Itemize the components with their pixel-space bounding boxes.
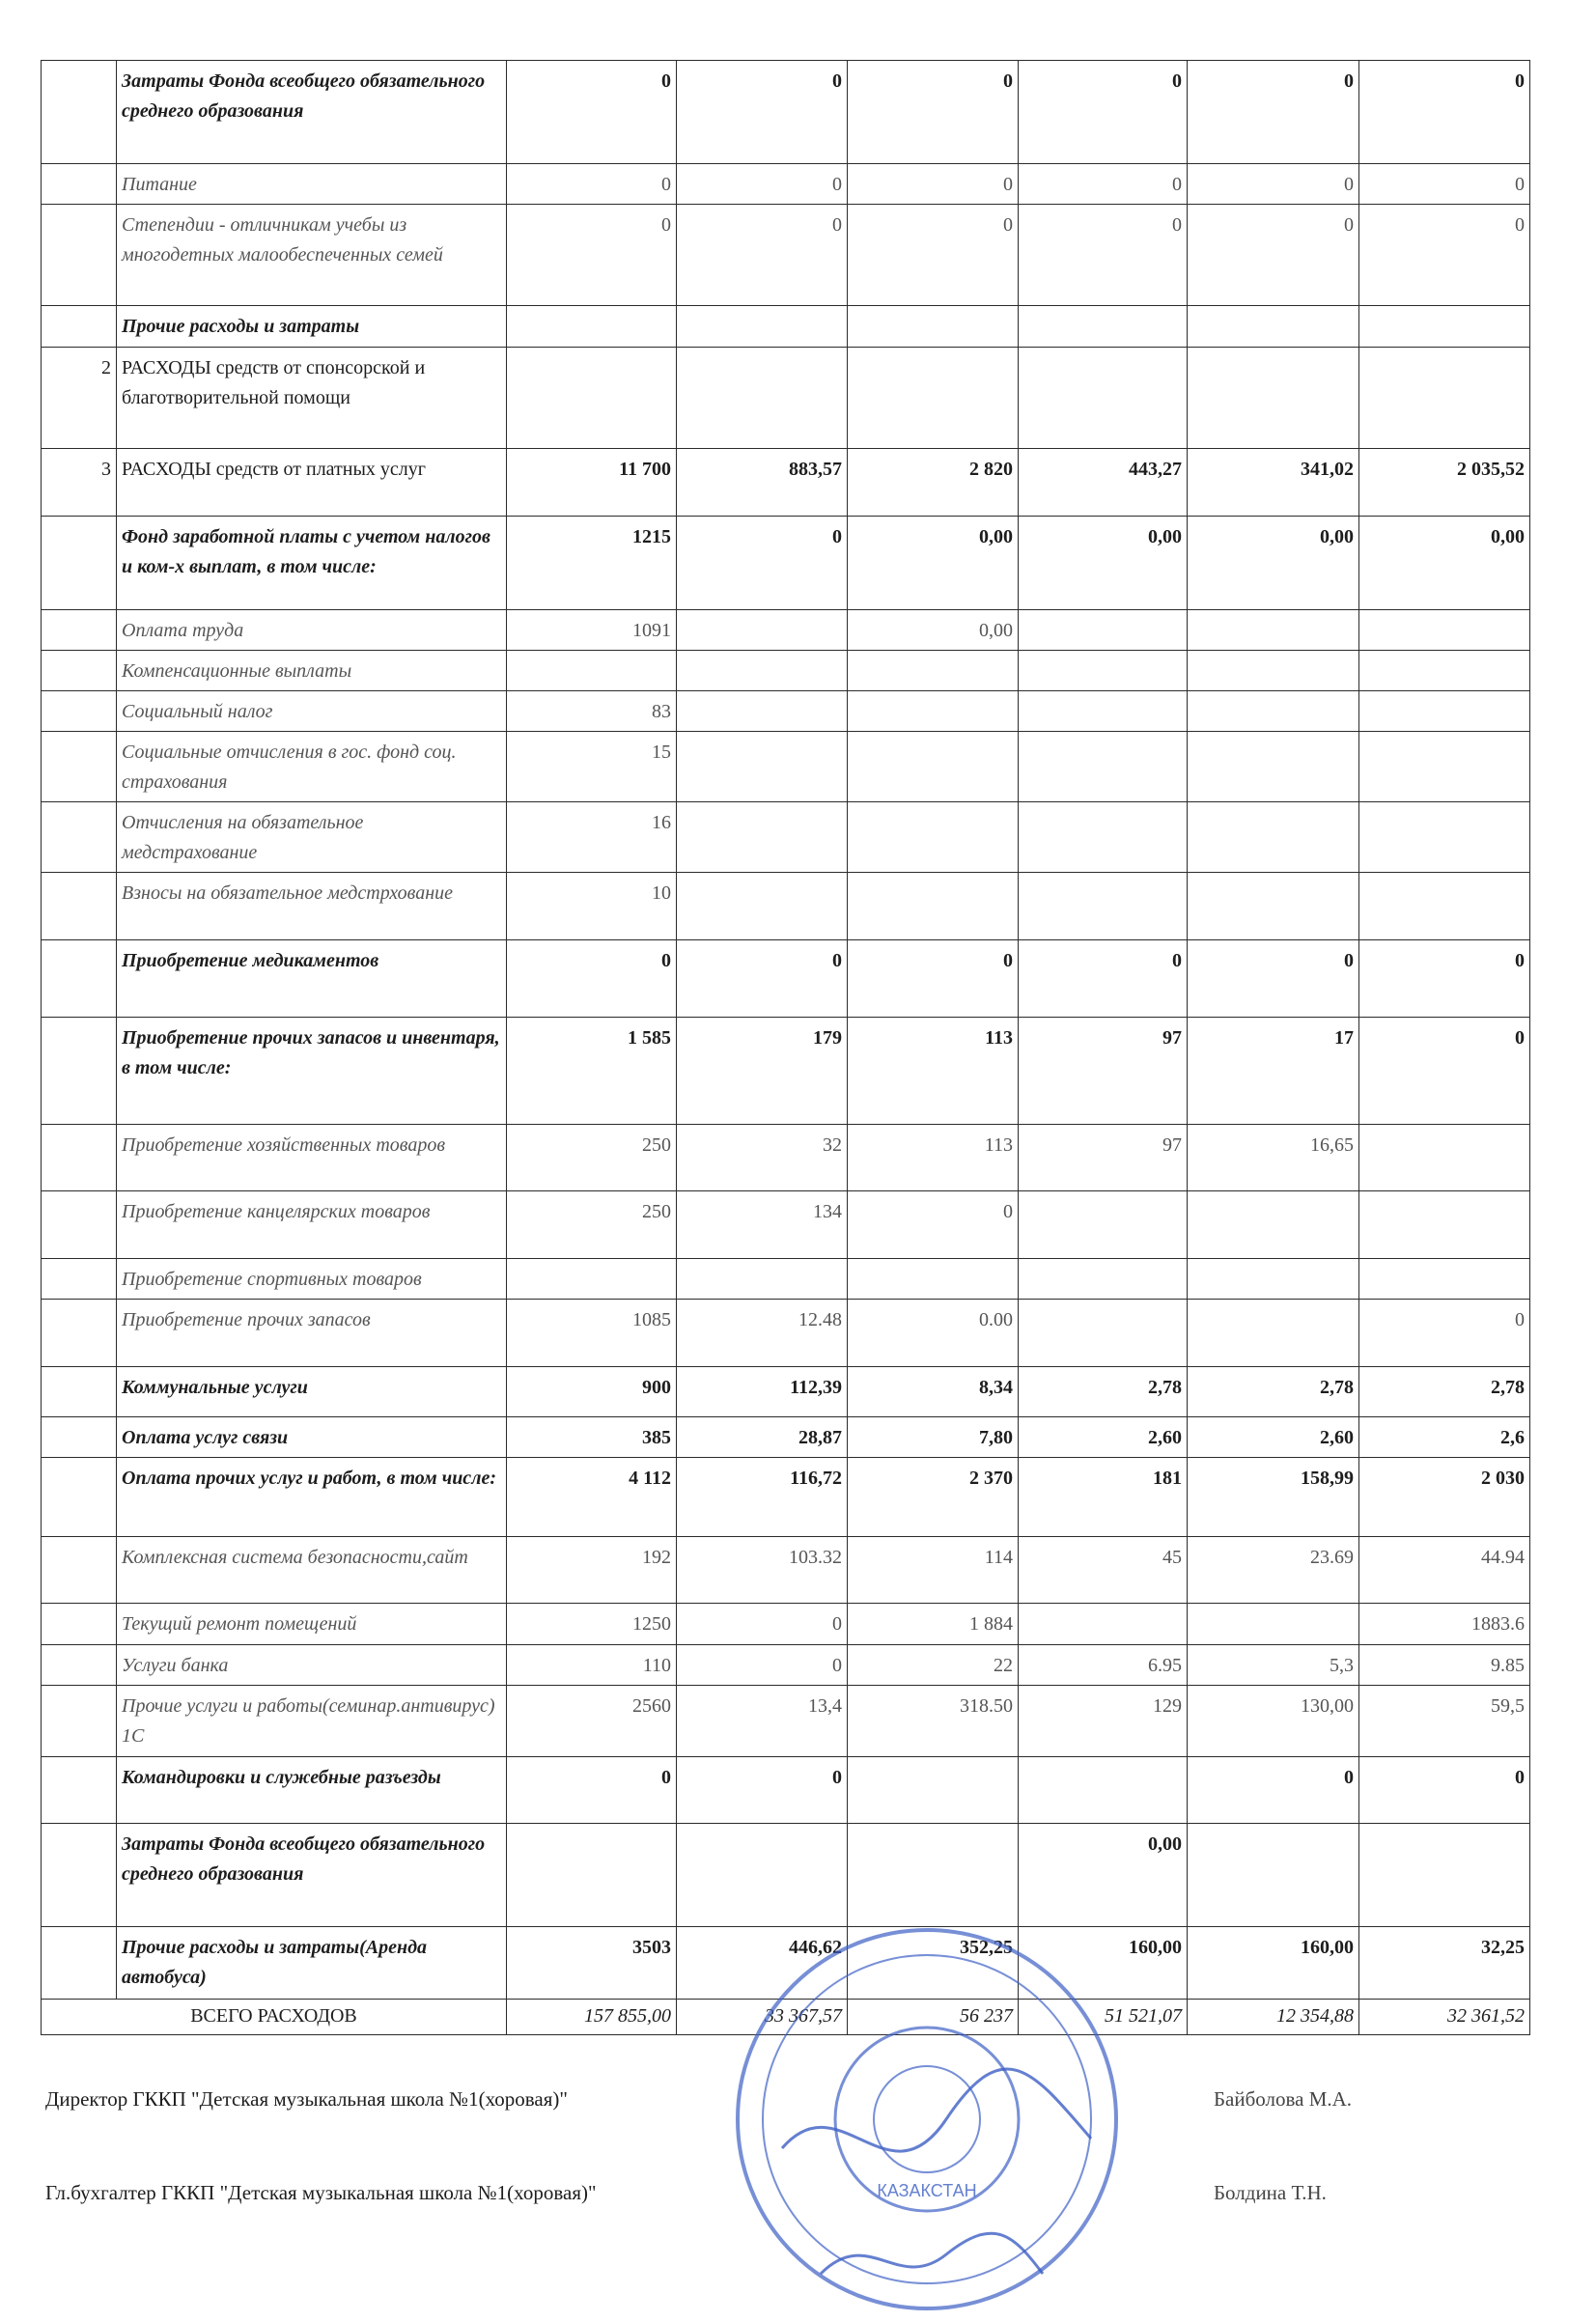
row-value <box>677 1259 848 1300</box>
row-value <box>1019 873 1188 940</box>
row-value: 1250 <box>507 1604 677 1645</box>
row-value <box>848 1757 1019 1824</box>
row-value <box>1359 873 1530 940</box>
row-value: 3503 <box>507 1927 677 2000</box>
row-value: 9.85 <box>1359 1645 1530 1686</box>
row-value <box>1359 610 1530 651</box>
row-index <box>42 1191 117 1259</box>
row-value: 16 <box>507 802 677 873</box>
row-value: 0 <box>1019 940 1188 1018</box>
row-name: РАСХОДЫ средств от платных услуг <box>117 449 507 517</box>
row-value <box>677 873 848 940</box>
table-row <box>42 1191 1530 1259</box>
row-name: Текущий ремонт помещений <box>117 1604 507 1645</box>
row-name: Приобретение прочих запасов и инвентаря, в том числе: <box>117 1018 507 1125</box>
row-index <box>42 1604 117 1645</box>
table-row <box>42 873 1530 940</box>
row-value: 83 <box>507 691 677 732</box>
row-name: Отчисления на обязательное медстрахование <box>117 802 507 873</box>
row-index <box>42 940 117 1018</box>
row-value <box>1019 610 1188 651</box>
row-value: 0 <box>507 61 677 164</box>
row-value: 446,62 <box>677 1927 848 2000</box>
row-value: 341,02 <box>1188 449 1359 517</box>
row-value: 116,72 <box>677 1458 848 1537</box>
row-value: 158,99 <box>1188 1458 1359 1537</box>
row-value <box>848 1259 1019 1300</box>
row-value <box>1359 802 1530 873</box>
total-label: ВСЕГО РАСХОДОВ <box>42 2000 507 2035</box>
row-value: 0 <box>1188 205 1359 306</box>
table-row <box>42 1300 1530 1367</box>
row-value: 0 <box>507 205 677 306</box>
row-name: Социальный налог <box>117 691 507 732</box>
table-row <box>42 205 1530 306</box>
row-value <box>677 610 848 651</box>
row-value <box>1188 802 1359 873</box>
row-name: Услуги банка <box>117 1645 507 1686</box>
row-value: 28,87 <box>677 1417 848 1458</box>
stamp-text: КАЗАКСТАН <box>877 2181 977 2200</box>
row-value: 0 <box>848 164 1019 205</box>
row-value <box>1188 1259 1359 1300</box>
row-index <box>42 306 117 348</box>
row-value: 32 <box>677 1125 848 1191</box>
total-value: 51 521,07 <box>1019 2000 1188 2035</box>
row-value <box>1019 802 1188 873</box>
row-value: 12.48 <box>677 1300 848 1367</box>
row-value: 59,5 <box>1359 1686 1530 1757</box>
row-value <box>1188 1604 1359 1645</box>
row-name: Приобретение спортивных товаров <box>117 1259 507 1300</box>
table-row <box>42 610 1530 651</box>
row-value: 2 370 <box>848 1458 1019 1537</box>
row-value: 129 <box>1019 1686 1188 1757</box>
row-value: 8,34 <box>848 1367 1019 1417</box>
row-value: 0 <box>1188 164 1359 205</box>
row-value <box>1019 1259 1188 1300</box>
row-value: 97 <box>1019 1125 1188 1191</box>
row-value <box>848 691 1019 732</box>
row-value: 900 <box>507 1367 677 1417</box>
row-value <box>507 651 677 691</box>
row-value <box>1019 651 1188 691</box>
row-value <box>1019 1604 1188 1645</box>
row-value <box>1188 1824 1359 1927</box>
row-index <box>42 732 117 802</box>
row-value: 0 <box>1359 1300 1530 1367</box>
row-value: 17 <box>1188 1018 1359 1125</box>
row-value <box>1019 732 1188 802</box>
row-value: 2,60 <box>1019 1417 1188 1458</box>
row-value: 16,65 <box>1188 1125 1359 1191</box>
row-value <box>1188 651 1359 691</box>
row-value <box>1188 732 1359 802</box>
row-value <box>677 651 848 691</box>
row-value: 192 <box>507 1537 677 1604</box>
table-row <box>42 802 1530 873</box>
row-value: 11 700 <box>507 449 677 517</box>
row-value <box>1359 306 1530 348</box>
row-value: 160,00 <box>1188 1927 1359 2000</box>
row-name: Оплата услуг связи <box>117 1417 507 1458</box>
row-value: 0 <box>677 205 848 306</box>
row-name: Коммунальные услуги <box>117 1367 507 1417</box>
row-value <box>507 1259 677 1300</box>
row-value: 443,27 <box>1019 449 1188 517</box>
row-value: 0.00 <box>848 1300 1019 1367</box>
row-name: Прочие услуги и работы(семинар.антивирус) 1С <box>117 1686 507 1757</box>
row-index <box>42 1757 117 1824</box>
row-name: Фонд заработной платы с учетом налогов и ком-х выплат, в том числе: <box>117 517 507 610</box>
row-name: Затраты Фонда всеобщего обязательного среднего образования <box>117 61 507 164</box>
row-value: 1215 <box>507 517 677 610</box>
row-value <box>848 651 1019 691</box>
row-index <box>42 1686 117 1757</box>
row-index <box>42 1259 117 1300</box>
row-value: 45 <box>1019 1537 1188 1604</box>
row-value: 0 <box>507 164 677 205</box>
row-value <box>507 306 677 348</box>
total-value: 33 367,57 <box>677 2000 848 2035</box>
row-value <box>1188 873 1359 940</box>
row-name: Степендии - отличникам учебы из многодетных малообеспеченных семей <box>117 205 507 306</box>
row-value: 97 <box>1019 1018 1188 1125</box>
table-row <box>42 1645 1530 1686</box>
row-name: Прочие расходы и затраты(Аренда автобуса) <box>117 1927 507 2000</box>
row-value <box>1359 651 1530 691</box>
row-value: 0 <box>1188 940 1359 1018</box>
row-value: 4 112 <box>507 1458 677 1537</box>
table-row <box>42 1018 1530 1125</box>
row-name: Оплата труда <box>117 610 507 651</box>
row-value <box>1188 348 1359 449</box>
row-value <box>1188 1191 1359 1259</box>
row-value: 0 <box>1359 1757 1530 1824</box>
table-row <box>42 61 1530 164</box>
row-value: 0,00 <box>848 517 1019 610</box>
row-value: 0 <box>1188 1757 1359 1824</box>
row-value: 0 <box>677 1757 848 1824</box>
row-value: 0 <box>1359 61 1530 164</box>
row-value: 2,78 <box>1359 1367 1530 1417</box>
row-value: 0 <box>677 940 848 1018</box>
row-value: 0 <box>677 1645 848 1686</box>
table-row <box>42 1824 1530 1927</box>
row-name: Оплата прочих услуг и работ, в том числе: <box>117 1458 507 1537</box>
table-row <box>42 1458 1530 1537</box>
row-index: 3 <box>42 449 117 517</box>
row-value: 0 <box>507 1757 677 1824</box>
row-value <box>1359 1125 1530 1191</box>
row-name: Приобретение медикаментов <box>117 940 507 1018</box>
row-value: 0 <box>1359 205 1530 306</box>
row-index <box>42 873 117 940</box>
row-value: 2,60 <box>1188 1417 1359 1458</box>
row-value <box>1019 691 1188 732</box>
row-value: 160,00 <box>1019 1927 1188 2000</box>
row-value: 0 <box>677 1604 848 1645</box>
row-name: Приобретение хозяйственных товаров <box>117 1125 507 1191</box>
table-row <box>42 517 1530 610</box>
row-value: 113 <box>848 1018 1019 1125</box>
row-name: Командировки и служебные разъезды <box>117 1757 507 1824</box>
row-value: 0 <box>677 164 848 205</box>
row-value: 1883.6 <box>1359 1604 1530 1645</box>
row-value <box>1359 1191 1530 1259</box>
row-value: 103.32 <box>677 1537 848 1604</box>
row-value: 32,25 <box>1359 1927 1530 2000</box>
table-row <box>42 1259 1530 1300</box>
table-row <box>42 1604 1530 1645</box>
row-value: 130,00 <box>1188 1686 1359 1757</box>
row-value <box>1019 1191 1188 1259</box>
row-index <box>42 164 117 205</box>
row-value: 10 <box>507 873 677 940</box>
row-index <box>42 1300 117 1367</box>
row-value <box>1359 348 1530 449</box>
row-value: 0 <box>1188 61 1359 164</box>
row-index: 2 <box>42 348 117 449</box>
row-value <box>1188 691 1359 732</box>
row-value: 13,4 <box>677 1686 848 1757</box>
row-value <box>1019 348 1188 449</box>
row-index <box>42 1417 117 1458</box>
accountant-signature-mark <box>821 2233 1043 2274</box>
row-value: 110 <box>507 1645 677 1686</box>
table-row <box>42 1417 1530 1458</box>
row-value: 0 <box>1359 1018 1530 1125</box>
row-value: 0 <box>1359 940 1530 1018</box>
row-name: Питание <box>117 164 507 205</box>
row-value: 1091 <box>507 610 677 651</box>
row-index <box>42 1927 117 2000</box>
table-row <box>42 449 1530 517</box>
row-name: Взносы на обязательное медстрхование <box>117 873 507 940</box>
row-value: 0 <box>848 940 1019 1018</box>
row-value <box>848 802 1019 873</box>
row-value: 22 <box>848 1645 1019 1686</box>
row-value: 250 <box>507 1125 677 1191</box>
row-value: 5,3 <box>1188 1645 1359 1686</box>
row-value: 1 884 <box>848 1604 1019 1645</box>
table-row <box>42 1686 1530 1757</box>
row-value: 15 <box>507 732 677 802</box>
total-value: 157 855,00 <box>507 2000 677 2035</box>
row-index <box>42 610 117 651</box>
row-value: 6.95 <box>1019 1645 1188 1686</box>
row-value: 179 <box>677 1018 848 1125</box>
row-value: 0,00 <box>1019 517 1188 610</box>
table-row <box>42 348 1530 449</box>
row-name: Компенсационные выплаты <box>117 651 507 691</box>
row-value: 2 035,52 <box>1359 449 1530 517</box>
row-value: 318.50 <box>848 1686 1019 1757</box>
row-value <box>677 348 848 449</box>
row-value: 2,78 <box>1188 1367 1359 1417</box>
row-value <box>1188 306 1359 348</box>
row-value <box>677 732 848 802</box>
row-value: 0,00 <box>1188 517 1359 610</box>
row-value: 0 <box>677 517 848 610</box>
row-value: 44.94 <box>1359 1537 1530 1604</box>
row-name: Приобретение канцелярских товаров <box>117 1191 507 1259</box>
row-value: 1085 <box>507 1300 677 1367</box>
row-index <box>42 802 117 873</box>
row-value: 2,78 <box>1019 1367 1188 1417</box>
total-value: 12 354,88 <box>1188 2000 1359 2035</box>
row-value <box>507 1824 677 1927</box>
row-value <box>1188 610 1359 651</box>
row-value: 0,00 <box>1019 1824 1188 1927</box>
row-name: Комплексная система безопасности,сайт <box>117 1537 507 1604</box>
table-row <box>42 306 1530 348</box>
table-row <box>42 1537 1530 1604</box>
row-value: 0,00 <box>1359 517 1530 610</box>
director-signature-mark <box>782 2069 1091 2151</box>
row-index <box>42 1018 117 1125</box>
row-name: РАСХОДЫ средств от спонсорской и благотворительной помощи <box>117 348 507 449</box>
row-value: 134 <box>677 1191 848 1259</box>
row-value <box>1188 1300 1359 1367</box>
director-name: Байболова М.А. <box>1214 2087 1353 2111</box>
row-value: 114 <box>848 1537 1019 1604</box>
row-value <box>507 348 677 449</box>
row-value <box>1359 1824 1530 1927</box>
table-row <box>42 1757 1530 1824</box>
row-value: 0 <box>1019 61 1188 164</box>
row-value <box>848 873 1019 940</box>
row-value: 7,80 <box>848 1417 1019 1458</box>
row-index <box>42 651 117 691</box>
row-value <box>1359 691 1530 732</box>
row-name: Прочие расходы и затраты <box>117 306 507 348</box>
row-value <box>1019 1300 1188 1367</box>
row-value: 0 <box>1019 164 1188 205</box>
expense-table <box>41 60 1530 2035</box>
table-row <box>42 940 1530 1018</box>
row-index <box>42 1645 117 1686</box>
row-value <box>1019 1757 1188 1824</box>
row-value: 2560 <box>507 1686 677 1757</box>
table-row <box>42 164 1530 205</box>
row-index <box>42 1125 117 1191</box>
row-value: 0 <box>1019 205 1188 306</box>
row-value <box>848 348 1019 449</box>
table-row <box>42 691 1530 732</box>
row-value: 0 <box>1359 164 1530 205</box>
row-value: 0 <box>507 940 677 1018</box>
row-value <box>848 306 1019 348</box>
row-index <box>42 61 117 164</box>
official-stamp <box>724 1916 1130 2322</box>
row-index <box>42 691 117 732</box>
row-value <box>677 1824 848 1927</box>
row-value: 0,00 <box>848 610 1019 651</box>
row-name: Приобретение прочих запасов <box>117 1300 507 1367</box>
row-value: 250 <box>507 1191 677 1259</box>
row-value <box>677 802 848 873</box>
row-value: 385 <box>507 1417 677 1458</box>
row-value: 23.69 <box>1188 1537 1359 1604</box>
row-index <box>42 205 117 306</box>
table-row <box>42 1125 1530 1191</box>
row-index <box>42 1458 117 1537</box>
total-value: 32 361,52 <box>1359 2000 1530 2035</box>
table-row <box>42 651 1530 691</box>
row-value: 0 <box>848 205 1019 306</box>
row-value: 0 <box>848 61 1019 164</box>
accountant-label: Гл.бухгалтер ГККП "Детская музыкальная школа №1(хоровая)" <box>45 2181 597 2204</box>
row-value <box>677 306 848 348</box>
accountant-name: Болдина Т.Н. <box>1214 2181 1327 2204</box>
row-value: 181 <box>1019 1458 1188 1537</box>
row-index <box>42 517 117 610</box>
row-index <box>42 1367 117 1417</box>
row-value: 2,6 <box>1359 1417 1530 1458</box>
row-value: 1 585 <box>507 1018 677 1125</box>
row-value: 0 <box>848 1191 1019 1259</box>
row-value: 352,25 <box>848 1927 1019 2000</box>
row-value <box>1359 732 1530 802</box>
row-value: 0 <box>677 61 848 164</box>
row-value: 883,57 <box>677 449 848 517</box>
row-name: Затраты Фонда всеобщего обязательного среднего образования <box>117 1824 507 1927</box>
row-value: 2 820 <box>848 449 1019 517</box>
total-value: 56 237 <box>848 2000 1019 2035</box>
row-index <box>42 1537 117 1604</box>
row-index <box>42 1824 117 1927</box>
table-row <box>42 1367 1530 1417</box>
director-label: Директор ГККП "Детская музыкальная школа №1(хоровая)" <box>45 2087 568 2111</box>
row-value <box>1359 1259 1530 1300</box>
row-name: Социальные отчисления в гос. фонд соц. страхования <box>117 732 507 802</box>
row-value: 113 <box>848 1125 1019 1191</box>
table-row <box>42 732 1530 802</box>
row-value <box>1019 306 1188 348</box>
row-value: 2 030 <box>1359 1458 1530 1537</box>
row-value <box>848 1824 1019 1927</box>
row-value: 112,39 <box>677 1367 848 1417</box>
row-value <box>677 691 848 732</box>
row-value <box>848 732 1019 802</box>
